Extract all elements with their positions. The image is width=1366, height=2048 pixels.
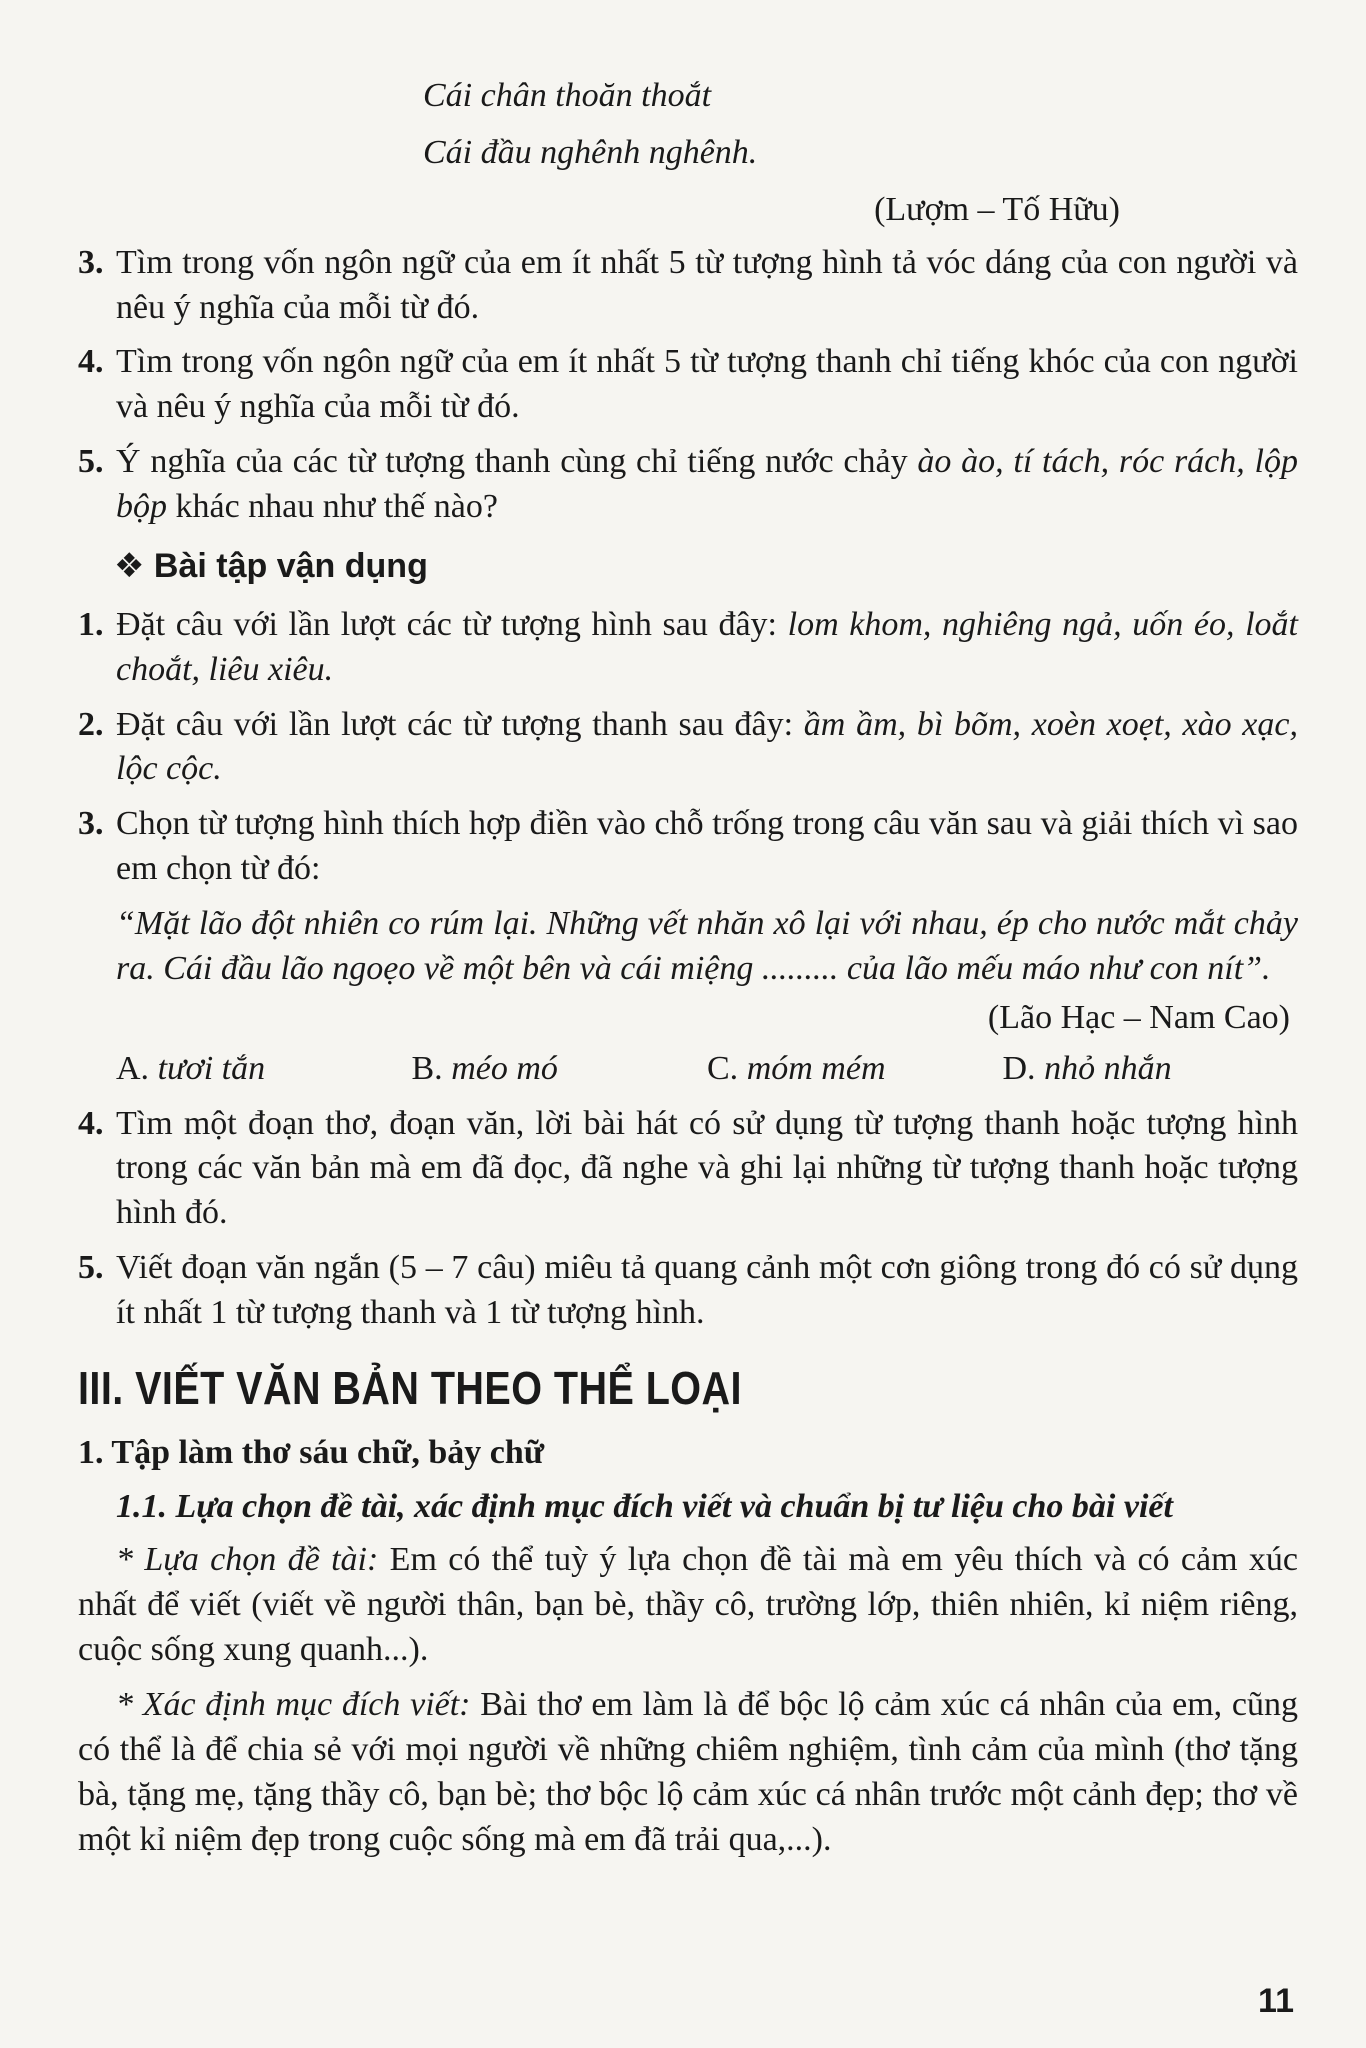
apply-exercise-1	[78, 603, 1298, 693]
choice-word: tươi tắn	[157, 1049, 266, 1087]
paragraph-topic	[78, 1538, 1298, 1673]
choice-word: méo mó	[451, 1049, 558, 1087]
apply-exercise-3	[78, 802, 1298, 892]
exercise-number: 3.	[78, 243, 104, 281]
exercise-text-italic: ầm ầm, bì bõm, xoèn xoẹt, xào xạc, lộc cộc.	[116, 705, 1298, 788]
exercise-text	[116, 603, 1298, 693]
apply-exercise-2	[78, 703, 1298, 793]
exercise-text: Viết đoạn văn ngắn (5 – 7 câu) miêu tả quang cảnh một cơn giông trong đó có sử dụng ít nhất 1 từ tượng thanh và 1 từ tượng hình.	[116, 1249, 1298, 1331]
choice-c	[707, 1047, 1003, 1092]
exercise-number: 3.	[78, 805, 104, 843]
choice-d	[1003, 1047, 1299, 1092]
exercise-3	[78, 241, 1298, 331]
answer-choices	[78, 1047, 1298, 1092]
exercise-text	[116, 440, 1298, 530]
quote-source: (Lão Hạc – Nam Cao)	[987, 998, 1290, 1036]
subsection-heading: 1. Tập làm thơ sáu chữ, bảy chữ	[78, 1433, 545, 1471]
exercise-text-italic: lom khom, nghiêng ngả, uốn éo, loắt choắt, liêu xiêu.	[116, 605, 1298, 688]
page-content	[78, 74, 1298, 1872]
choice-letter: A.	[116, 1049, 150, 1087]
paragraph-purpose	[78, 1683, 1298, 1863]
apply-heading: ❖ Bài tập vận dụng	[114, 546, 428, 585]
paragraph-text: Em có thể tuỳ ý lựa chọn đề tài mà em yêu thích và có cảm xúc nhất để viết (viết về người thân, bạn bè, thầy cô, trường lớp, thiên nhiên, kỉ niệm riêng, cuộc sống xung quanh...).	[78, 1541, 1298, 1669]
quote-passage: “Mặt lão đột nhiên co rúm lại. Những vết nhăn xô lại với nhau, ép cho nước mắt chảy ra. Cái đầu lão ngoẹo về một bên và cái miệng ......... của lão mếu máo như con nít”.	[116, 905, 1298, 987]
exercise-text: Tìm trong vốn ngôn ngữ của em ít nhất 5 từ tượng hình tả vóc dáng của con người và nêu ý nghĩa của mỗi từ đó.	[116, 243, 1298, 326]
exercise-number: 2.	[78, 705, 104, 743]
exercise-number: 4.	[78, 1104, 104, 1142]
choice-word: móm mém	[746, 1049, 886, 1087]
exercise-text-plain: Ý nghĩa của các từ tượng thanh cùng chỉ tiếng nước chảy	[116, 443, 918, 481]
poem-line-2: Cái đầu nghênh nghênh.	[423, 133, 758, 171]
poem-line-1: Cái chân thoăn thoắt	[423, 77, 712, 114]
exercise-text: Tìm một đoạn thơ, đoạn văn, lời bài hát có sử dụng từ tượng thanh hoặc tượng hình trong các văn bản mà em đã đọc, đã nghe và ghi lại những từ tượng thanh hoặc tượng hình đó.	[116, 1104, 1298, 1232]
exercise-number: 4.	[78, 343, 104, 381]
paragraph-lead: * Lựa chọn đề tài:	[116, 1541, 379, 1579]
poem-excerpt	[78, 74, 1298, 176]
choice-letter: B.	[411, 1049, 443, 1087]
exercise-number: 5.	[78, 1249, 104, 1287]
apply-exercise-5	[78, 1246, 1298, 1336]
choice-b	[412, 1047, 708, 1092]
exercise-number: 5.	[78, 443, 104, 481]
exercise-number: 1.	[78, 605, 104, 643]
exercise-text	[116, 703, 1298, 793]
exercise-text: Chọn từ tượng hình thích hợp điền vào chỗ trống trong câu văn sau và giải thích vì sao em chọn từ đó:	[116, 805, 1298, 888]
exercise-text-after: khác nhau như thế nào?	[167, 488, 498, 525]
paragraph-text: Bài thơ em làm là để bộc lộ cảm xúc cá nhân của em, cũng có thể là để chia sẻ với mọi người về những chiêm nghiệm, tình cảm của mình (thơ tặng bà, tặng mẹ, tặng thầy cô, bạn bè; thơ bộc lộ cảm xúc cá nhân trước một cảnh đẹp; thơ về một kỉ niệm đẹp trong cuộc sống mà em đã trải qua,...).	[78, 1685, 1298, 1858]
exercise-text: Tìm trong vốn ngôn ngữ của em ít nhất 5 từ tượng thanh chỉ tiếng khóc của con người và nêu ý nghĩa của mỗi từ đó.	[116, 343, 1298, 426]
exercise-text-plain: Đặt câu với lần lượt các từ tượng thanh sau đây:	[116, 705, 804, 743]
exercise-text-plain: Đặt câu với lần lượt các từ tượng hình sau đây:	[116, 605, 788, 643]
choice-letter: D.	[1002, 1049, 1036, 1087]
paragraph-lead: * Xác định mục đích viết:	[116, 1685, 471, 1723]
choice-word: nhỏ nhắn	[1044, 1049, 1172, 1087]
page-number: 11	[1258, 1982, 1294, 2021]
choice-a	[116, 1047, 412, 1092]
exercise-5	[78, 440, 1298, 530]
section-title: III. VIẾT VĂN BẢN THEO THỂ LOẠI	[78, 1361, 742, 1414]
apply-exercise-4	[78, 1102, 1298, 1237]
sub-subsection-heading: 1.1. Lựa chọn đề tài, xác định mục đích viết và chuẩn bị tư liệu cho bài viết	[116, 1488, 1173, 1526]
exercise-4	[78, 340, 1298, 430]
exercise-text-italic: ào ào, tí tách, róc rách, lộp bộp	[116, 443, 1298, 525]
poem-source: (Lượm – Tố Hữu)	[874, 190, 1120, 228]
choice-letter: C.	[707, 1049, 739, 1087]
